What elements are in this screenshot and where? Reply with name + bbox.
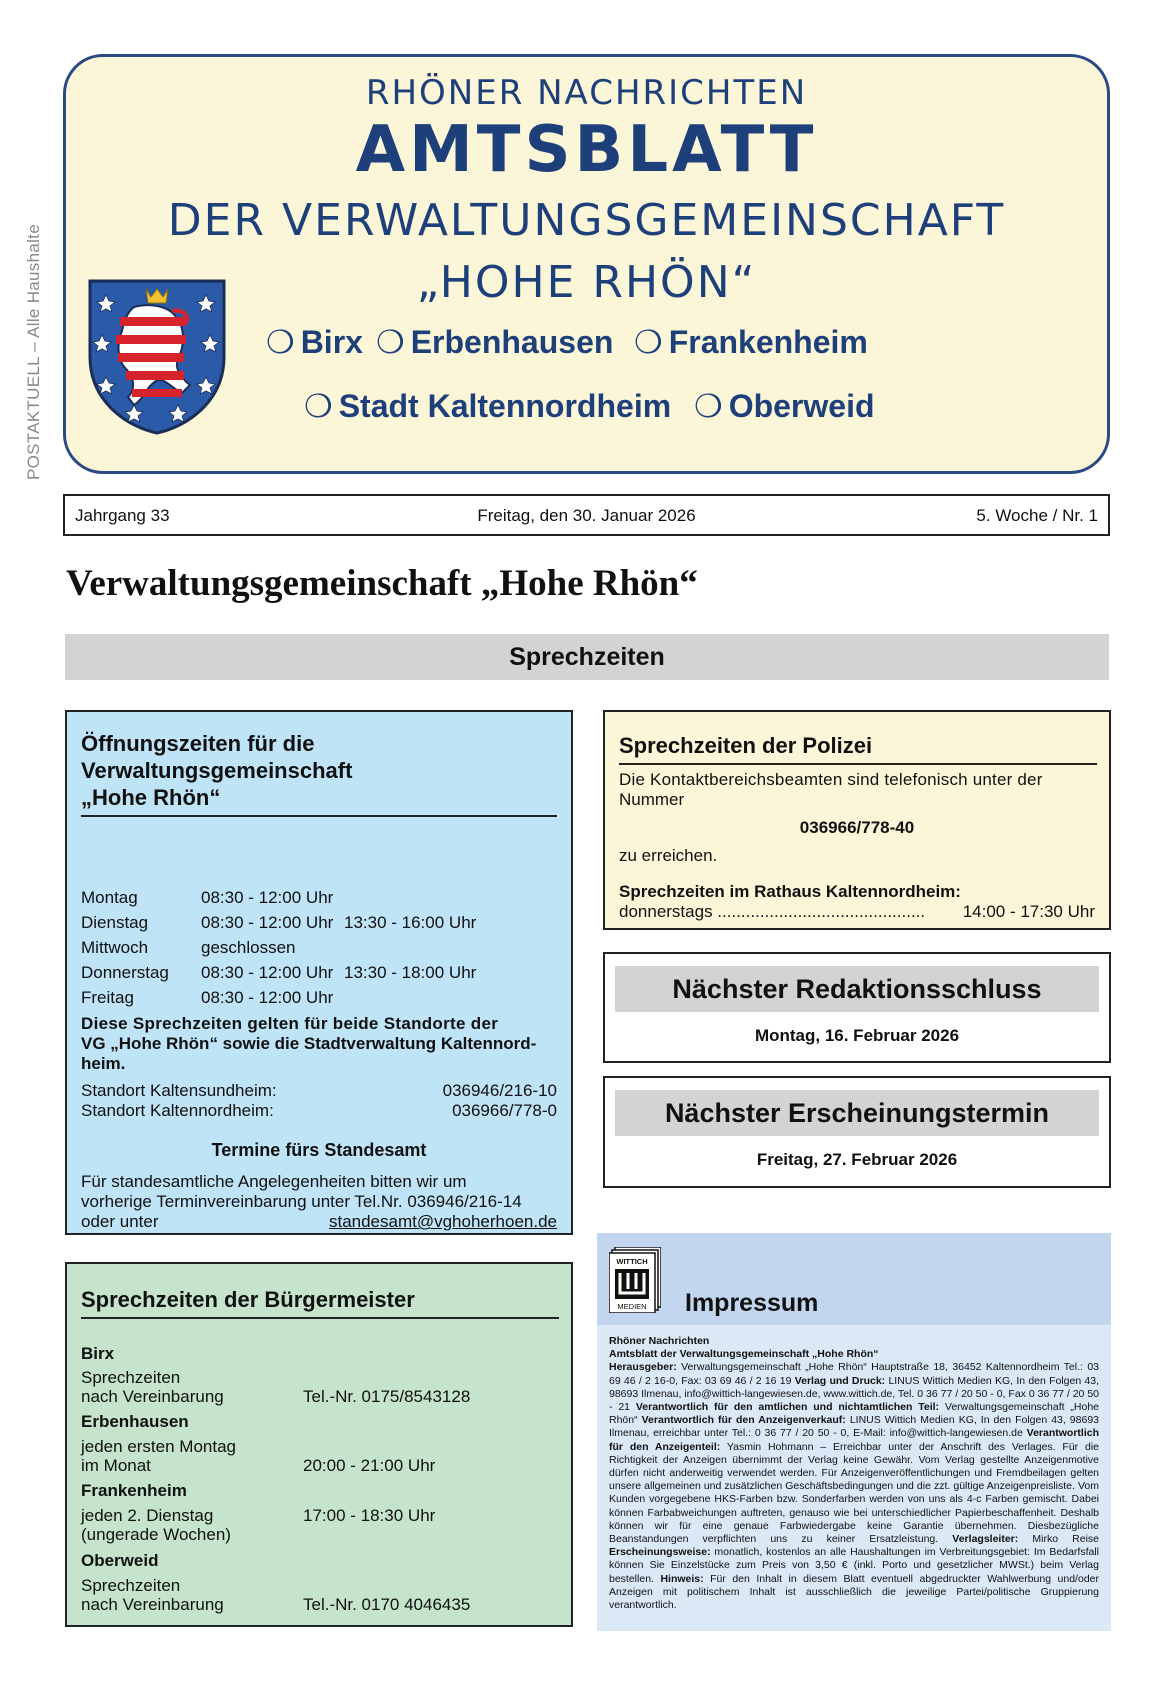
issue-number: 5. Woche / Nr. 1 bbox=[976, 506, 1098, 525]
standorte-note-2: VG „Hohe Rhön“ sowie die Stadtverwaltung Kaltennord- bbox=[81, 1034, 537, 1053]
imprint-name-line: Rhöner Nachrichten bbox=[609, 1335, 710, 1347]
opening-hours-title-2: Verwaltungsgemeinschaft bbox=[81, 758, 353, 783]
ads-label: Verantwortlich für den Anzeigenteil: bbox=[609, 1427, 1100, 1453]
mayor-hours-line: jeden 2. Dienstag bbox=[81, 1506, 214, 1525]
opening-hours-box bbox=[65, 710, 573, 1235]
bullet-icon: ❍ bbox=[694, 388, 723, 424]
mayor-hours-line: Sprechzeiten bbox=[81, 1368, 181, 1387]
place-kaltennordheim: ❍ Stadt Kaltennordheim bbox=[304, 388, 672, 424]
section-banner: Sprechzeiten bbox=[65, 634, 1109, 680]
mayor-contact: 17:00 - 18:30 Uhr bbox=[303, 1506, 436, 1525]
next-issue-box bbox=[603, 1076, 1111, 1188]
bullet-icon: ❍ bbox=[634, 324, 663, 360]
location-label: Standort Kaltennordheim: bbox=[81, 1101, 274, 1120]
print-label: Verlag und Druck: bbox=[794, 1374, 886, 1387]
place-frankenheim: ❍ Frankenheim bbox=[634, 324, 868, 360]
standorte-note-1: Diese Sprechzeiten gelten für beide Standorte der bbox=[81, 1014, 499, 1033]
side-distribution-text: POSTAKTUELL – Alle Haushalte bbox=[24, 224, 43, 480]
afternoon-hours: 13:30 - 18:00 Uhr bbox=[344, 963, 477, 982]
note-text: Für den Inhalt in diesem Blatt eventuell abgedruckter Wahlwerbung und/oder Anzeigen mit politischem Inhalt ist ausschließlich die jeweilige Partei/politische Gruppierung verantwortlich. bbox=[609, 1572, 1099, 1612]
registry-email-link[interactable]: standesamt@vghoherhoen.de bbox=[328, 1212, 557, 1231]
divider bbox=[81, 1317, 559, 1319]
issue-date: Freitag, den 30. Januar 2026 bbox=[477, 506, 696, 525]
impressum-box bbox=[597, 1233, 1111, 1631]
place-erbenhausen: ❍ Erbenhausen bbox=[376, 324, 614, 360]
mayors-hours-box bbox=[65, 1262, 573, 1627]
police-title: Sprechzeiten der Polizei bbox=[619, 733, 873, 758]
next-issue-title: Nächster Erscheinungstermin bbox=[615, 1090, 1099, 1136]
police-hours-box bbox=[603, 710, 1111, 930]
masthead-community-name: „HOHE RHÖN“ bbox=[416, 257, 757, 308]
divider bbox=[81, 815, 557, 817]
day-label: Freitag bbox=[81, 988, 134, 1007]
townhall-heading: Sprechzeiten im Rathaus Kaltennordheim: bbox=[619, 882, 961, 901]
logo-bottom-text: MEDIEN bbox=[617, 1302, 647, 1311]
registry-heading: Termine fürs Standesamt bbox=[211, 1140, 427, 1160]
coat-of-arms-icon bbox=[86, 277, 228, 437]
editorial-deadline-box bbox=[603, 952, 1111, 1063]
police-intro-2: Nummer bbox=[619, 790, 685, 809]
bullet-icon: ❍ bbox=[376, 324, 405, 360]
official-text: Verwaltungsgemeinschaft „Hohe Rhön“ bbox=[609, 1401, 1099, 1427]
registry-text-1: Für standesamtliche Angelegenheiten bitten wir um bbox=[81, 1172, 467, 1191]
wittich-medien-logo bbox=[609, 1247, 661, 1313]
imprint-name-line: Amtsblatt der Verwaltungsgemeinschaft „Hohe Rhön“ bbox=[609, 1348, 879, 1361]
note-label: Hinweis: bbox=[660, 1572, 704, 1585]
main-heading: Verwaltungsgemeinschaft „Hohe Rhön“ bbox=[66, 563, 698, 604]
location-phone: 036946/216-10 bbox=[442, 1081, 557, 1100]
morning-hours: 08:30 - 12:00 Uhr bbox=[201, 988, 334, 1007]
sales-text: LINUS Wittich Medien KG, In den Folgen 43, 98693 Ilmenau, erreichbar unter Tel.: 0 36 77 / 20 50 - 0, E-Mail: info@wittich-langewiesen.de bbox=[609, 1414, 1099, 1440]
opening-hours-title-3: „Hohe Rhön“ bbox=[81, 785, 221, 810]
mayor-hours-line: nach Vereinbarung bbox=[81, 1595, 224, 1614]
townhall-day: donnerstags ............................................ bbox=[619, 902, 926, 921]
print-text: LINUS Wittich Medien KG, In den Folgen 43, 98693 Ilmenau, info@wittich-langewiesen.de, www.wittich.de, Tel. 0 36 77 / 20 50 - 0, Fax 0 36 77 / 20 50 - 21 bbox=[609, 1374, 1100, 1414]
impressum-text bbox=[609, 1335, 1099, 1612]
day-label: Donnerstag bbox=[81, 963, 169, 982]
sales-label: Verantwortlich für den Anzeigenverkauf: bbox=[641, 1414, 846, 1427]
masthead-title: AMTSBLATT bbox=[355, 113, 818, 187]
opening-hours-title-1: Öffnungszeiten für die bbox=[81, 731, 315, 756]
masthead bbox=[63, 54, 1110, 474]
side-distribution-note bbox=[24, 224, 54, 780]
masthead-top-line: RHÖNER NACHRICHTEN bbox=[365, 73, 808, 113]
police-intro-1: Die Kontaktbereichsbeamten sind telefonisch unter der bbox=[619, 770, 1043, 789]
frequency-text: monatlich, kostenlos an alle Haushaltungen im Verbreitungsgebiet: Im Bedarfsfall können Sie Einzelstücke zum Preis von 3,50 € (inkl. Porto und gesetzlicher MWSt.) beim Verlag bestellen. bbox=[609, 1546, 1100, 1585]
publisher-text: Verwaltungsgemeinschaft „Hohe Rhön“ Hauptstraße 18, 36452 Kaltennordheim Tel.: 03 69 46 / 2 16-0, Fax: 03 69 46 / 2 16 19 bbox=[609, 1361, 1099, 1387]
bullet-icon: ❍ bbox=[266, 324, 295, 360]
editorial-deadline-date: Montag, 16. Februar 2026 bbox=[754, 1026, 960, 1045]
morning-hours: 08:30 - 12:00 Uhr bbox=[201, 913, 334, 932]
registry-text-3: oder unter bbox=[81, 1212, 159, 1231]
volume: Jahrgang 33 bbox=[75, 506, 170, 525]
impressum-header bbox=[597, 1233, 1111, 1325]
registry-text-2: vorherige Terminvereinbarung unter Tel.Nr. 036946/216-14 bbox=[81, 1192, 522, 1211]
bullet-icon: ❍ bbox=[304, 388, 333, 424]
mayor-hours-line: nach Vereinbarung bbox=[81, 1387, 224, 1406]
standorte-note-3: heim. bbox=[81, 1054, 126, 1073]
mayor-hours-line: Sprechzeiten bbox=[81, 1576, 181, 1595]
masthead-subtitle: DER VERWALTUNGSGEMEINSCHAFT bbox=[167, 195, 1006, 246]
ads-text: Yasmin Hohmann – Erreichbar unter der Anschrift des Verlages. Für die Richtigkeit der Anzeigen übernimmt der Verlag keine Gewähr. Vom Verlag gestellte Anzeigenmotive dürfen nicht anderweitig verwendet werden. Für Anzeigenveröffentlichungen und Fremdbeilagen gelten unsere allgemeinen und zusätzlichen Geschäftsbedingungen und die zzt. gültige Anzeigenpreisliste. Vom Kunden vorgegebene HKS-Farben bzw. Sonderfarben werden von uns als 4-c Farben gemischt. Dabei können Farbabweichungen auftreten, genauso wie bei unterschiedlicher Papierbeschaffenheit. Deshalb können wir für eine genaue Farbwiedergabe keine Garantie übernehmen. Diesbezügliche Beanstandungen verpflichten uns zu keiner Ersatzleistung. bbox=[609, 1440, 1099, 1546]
day-label: Montag bbox=[81, 888, 138, 907]
place-oberweid: ❍ Oberweid bbox=[694, 388, 875, 424]
mayor-contact: 20:00 - 21:00 Uhr bbox=[303, 1456, 436, 1475]
manager-label: Verlagsleiter: bbox=[952, 1533, 1019, 1546]
next-issue-date: Freitag, 27. Februar 2026 bbox=[756, 1150, 958, 1169]
issue-info-bar bbox=[63, 494, 1110, 536]
police-reach: zu erreichen. bbox=[619, 846, 718, 865]
mayor-hours-line: jeden ersten Montag bbox=[81, 1437, 236, 1456]
morning-hours: geschlossen bbox=[201, 938, 296, 957]
mayors-title: Sprechzeiten der Bürgermeister bbox=[81, 1287, 415, 1312]
location-label: Standort Kaltensundheim: bbox=[81, 1081, 277, 1100]
mayor-place: Oberweid bbox=[81, 1551, 159, 1570]
morning-hours: 08:30 - 12:00 Uhr bbox=[201, 963, 334, 982]
mayor-place: Erbenhausen bbox=[81, 1412, 189, 1431]
publisher-label: Herausgeber: bbox=[609, 1361, 677, 1374]
logo-top-text: WITTICH bbox=[616, 1257, 648, 1266]
mayor-place: Birx bbox=[81, 1344, 115, 1363]
police-phone: 036966/778-40 bbox=[799, 818, 915, 837]
manager-text: Mirko Reise bbox=[1032, 1533, 1100, 1546]
official-label: Verantwortlich für den amtlichen und nichtamtlichen Teil: bbox=[635, 1401, 940, 1414]
mayor-contact: Tel.-Nr. 0175/8543128 bbox=[303, 1387, 471, 1406]
divider bbox=[619, 763, 1097, 765]
mayor-place: Frankenheim bbox=[81, 1481, 187, 1500]
mayor-contact: Tel.-Nr. 0170 4046435 bbox=[303, 1595, 471, 1614]
place-birx: ❍ Birx bbox=[266, 324, 363, 360]
location-phone: 036966/778-0 bbox=[452, 1101, 557, 1120]
day-label: Mittwoch bbox=[81, 938, 149, 957]
morning-hours: 08:30 - 12:00 Uhr bbox=[201, 888, 334, 907]
mayor-hours-line: (ungerade Wochen) bbox=[81, 1525, 231, 1544]
editorial-deadline-title: Nächster Redaktionsschluss bbox=[615, 966, 1099, 1012]
townhall-time: 14:00 - 17:30 Uhr bbox=[962, 902, 1095, 921]
mayor-hours-line: im Monat bbox=[81, 1456, 151, 1475]
frequency-label: Erscheinungsweise: bbox=[609, 1546, 711, 1559]
afternoon-hours: 13:30 - 16:00 Uhr bbox=[344, 913, 477, 932]
impressum-title: Impressum bbox=[685, 1289, 819, 1317]
day-label: Dienstag bbox=[81, 913, 149, 932]
